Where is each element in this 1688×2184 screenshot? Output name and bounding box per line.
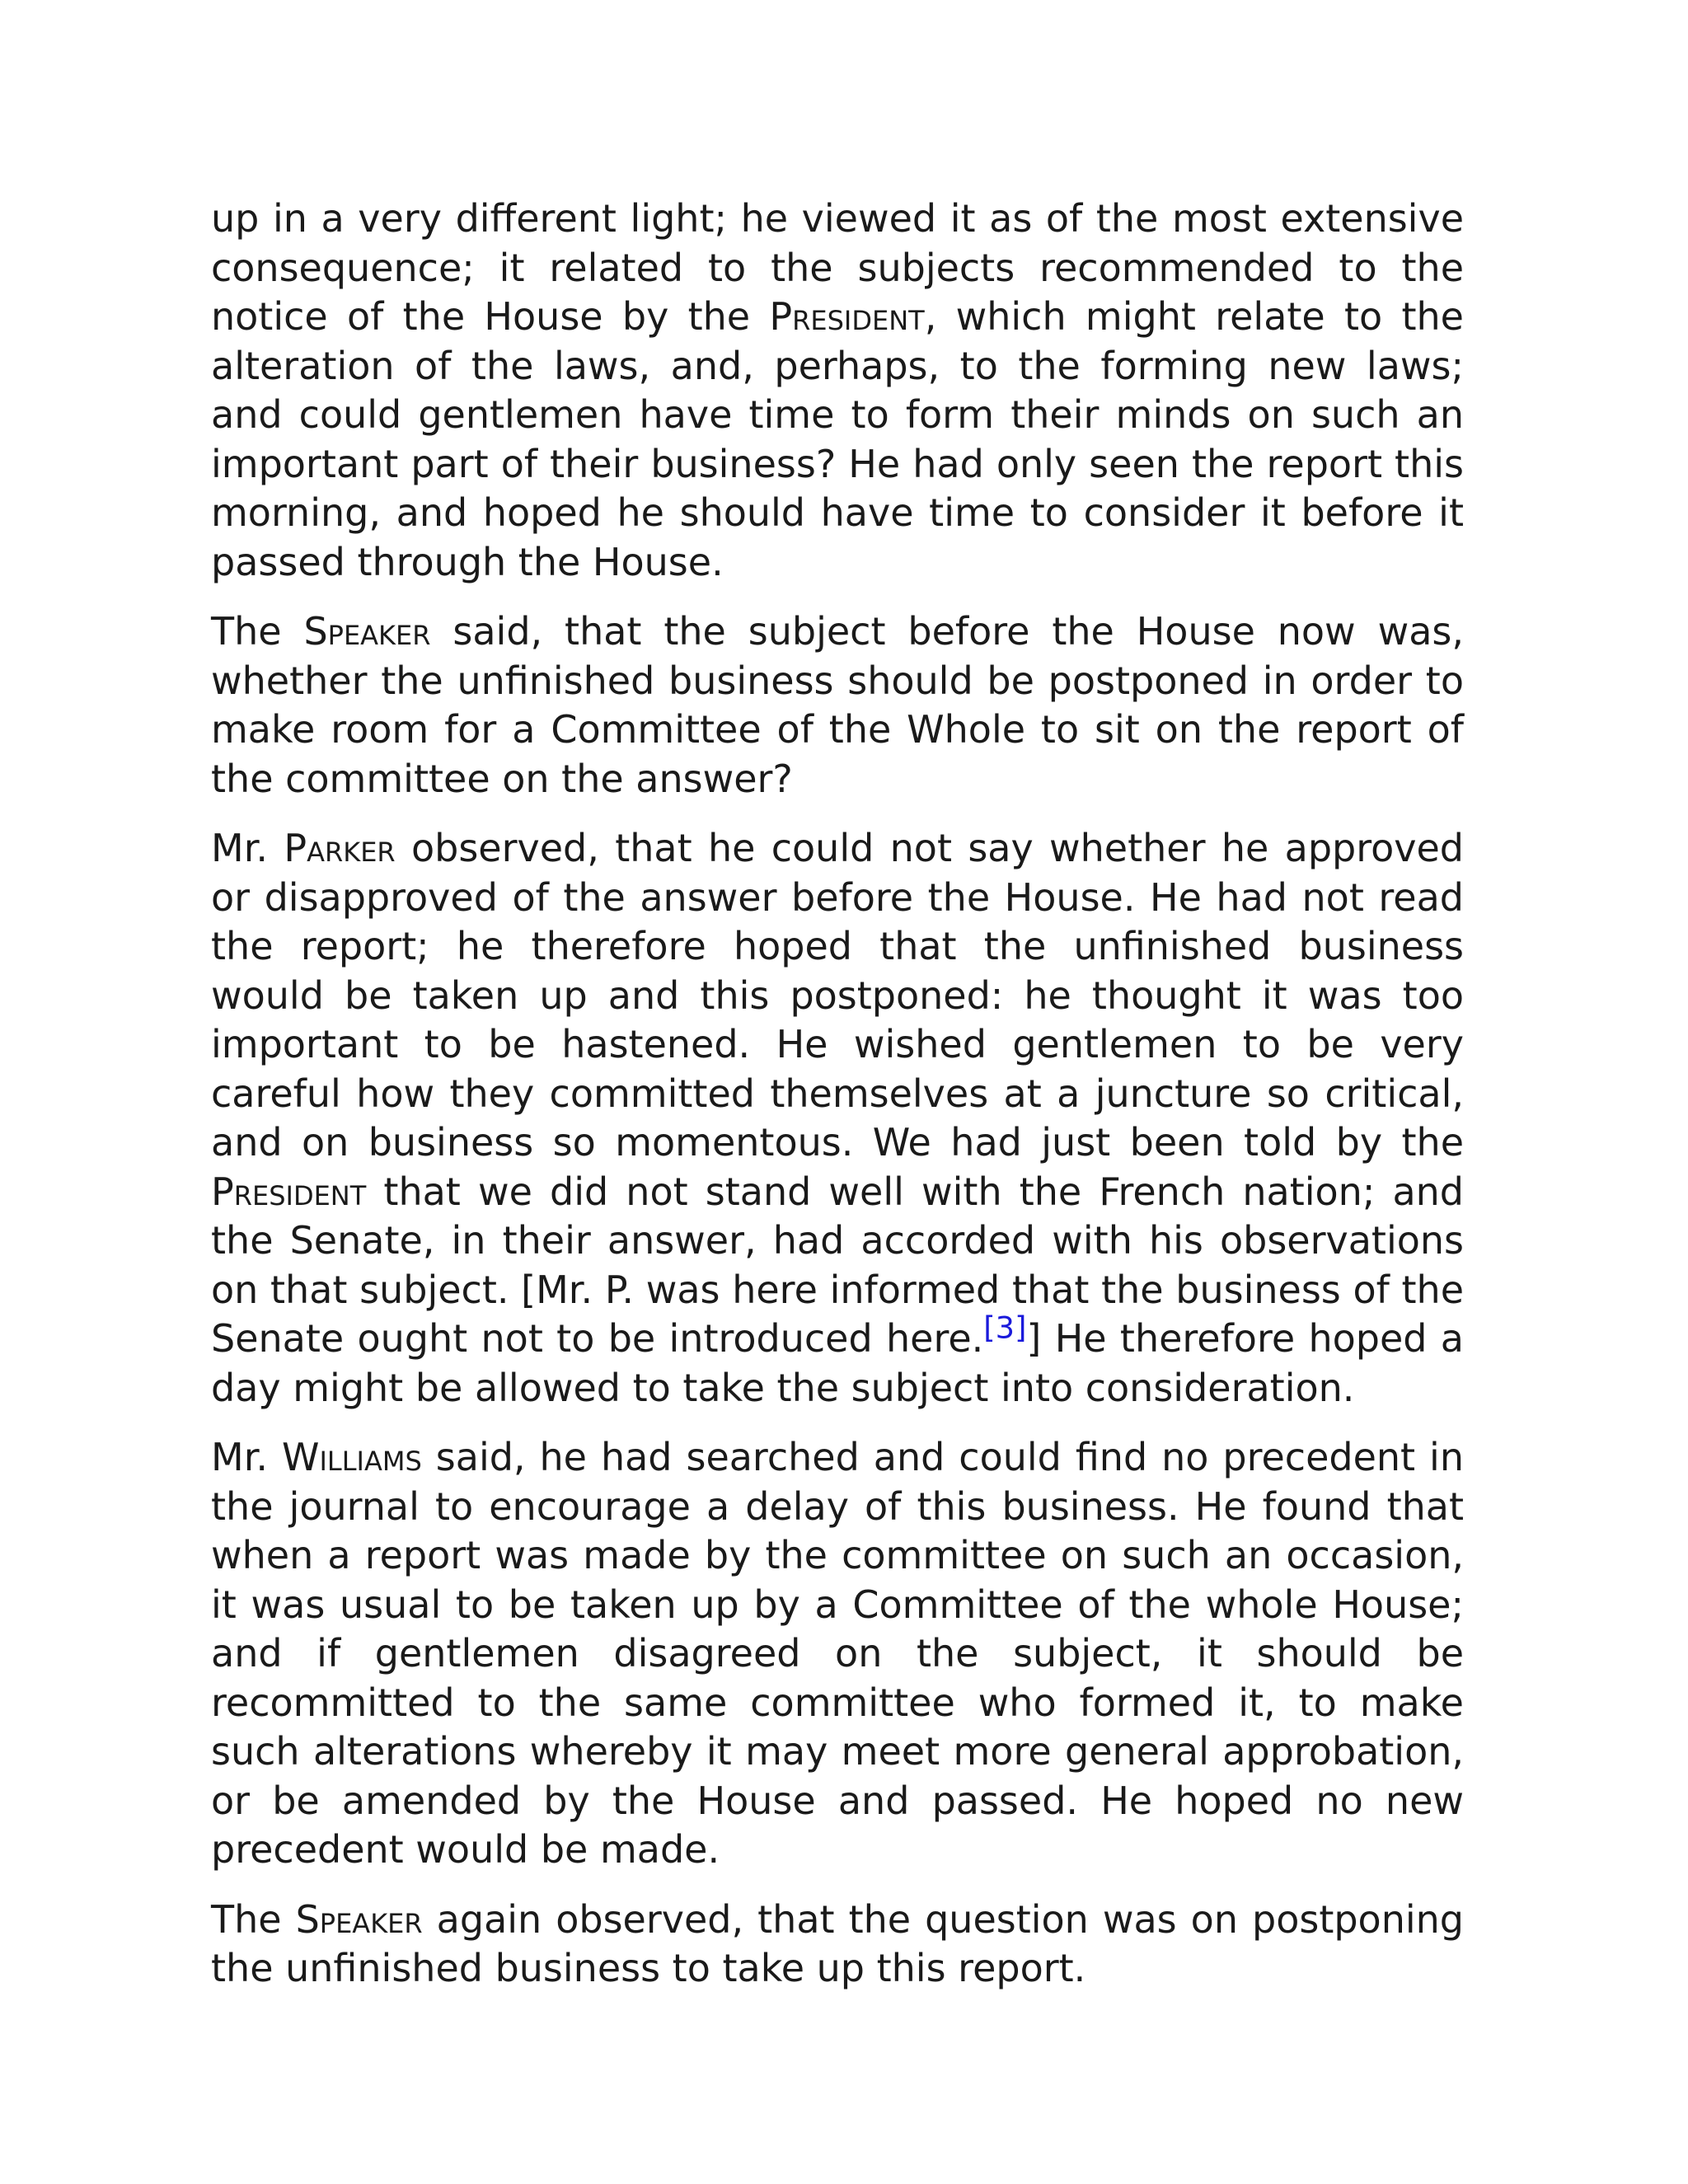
paragraph-speaker: [211, 607, 1464, 804]
paragraph-text: Mr.: [211, 826, 284, 870]
paragraph-speaker-again: [211, 1896, 1464, 1994]
paragraph-text: observed, that he could not say whether he approved or disapproved of the answer before the House. He had not read the report; he therefore hoped that the unfinished business would be taken up and this postponed: he thought it was too important to be hastened. He wished gentlemen to be very careful how they committed themselves at a juncture so critical, and on business so momentous. We had just been told by the: [211, 826, 1465, 1165]
paragraph-text: again observed, that the question was on postponing the unfinished business to take up this report.: [211, 1896, 1464, 1990]
speaker-name-president: President: [769, 294, 925, 339]
paragraph-text: said, that the subject before the House now was, whether the unfinished business should be postponed in order to make room for a Committee of the Whole to sit on the report of the committee on the answer?: [211, 609, 1464, 801]
paragraph-text: The: [211, 1896, 296, 1942]
paragraph-text: that we did not stand well with the French nation; and the Senate, in their answer, had accorded with his observations on that subject. [Mr. P. was here informed that the business of the Senate ought not to be introduced here.: [211, 1169, 1464, 1361]
speaker-name-president: President: [211, 1169, 367, 1214]
document-body: [211, 194, 1464, 2014]
paragraph-williams: [211, 1433, 1464, 1875]
speaker-name-speaker: Speaker: [295, 1896, 423, 1942]
paragraph-text: , which might relate to the alteration of the laws, and, perhaps, to the forming new laws; and could gentlemen have time to form their minds on such an important part of their business? He had only seen the report this morning, and hoped he should have time to consider it before it passed through the House.: [211, 294, 1464, 584]
paragraph-text: The: [211, 609, 304, 654]
footnote-link[interactable]: [3]: [983, 1310, 1027, 1346]
speaker-name-williams: Williams: [281, 1435, 422, 1479]
paragraph-continuation: [211, 194, 1464, 587]
paragraph-text: Mr.: [211, 1435, 282, 1479]
speaker-name-parker: Parker: [284, 826, 396, 870]
paragraph-text: ] He therefore hoped a day might be allowed to take the subject into consideration.: [211, 1316, 1464, 1410]
paragraph-parker: [211, 824, 1464, 1413]
paragraph-text: up in a very different light; he viewed it as of the most extensive consequence; it related to the subjects recommended to the notice of the House by the: [211, 196, 1464, 339]
paragraph-text: said, he had searched and could find no precedent in the journal to encourage a delay of this business. He found that when a report was made by the committee on such an occasion, it was usual to be taken up by a Committee of the whole House; and if gentlemen disagreed on the subject, it should be recommitted to the same committee who formed it, to make such alterations whereby it may meet more general approbation, or be amended by the House and passed. He hoped no new precedent would be made.: [211, 1435, 1464, 1872]
speaker-name-speaker: Speaker: [303, 609, 431, 654]
